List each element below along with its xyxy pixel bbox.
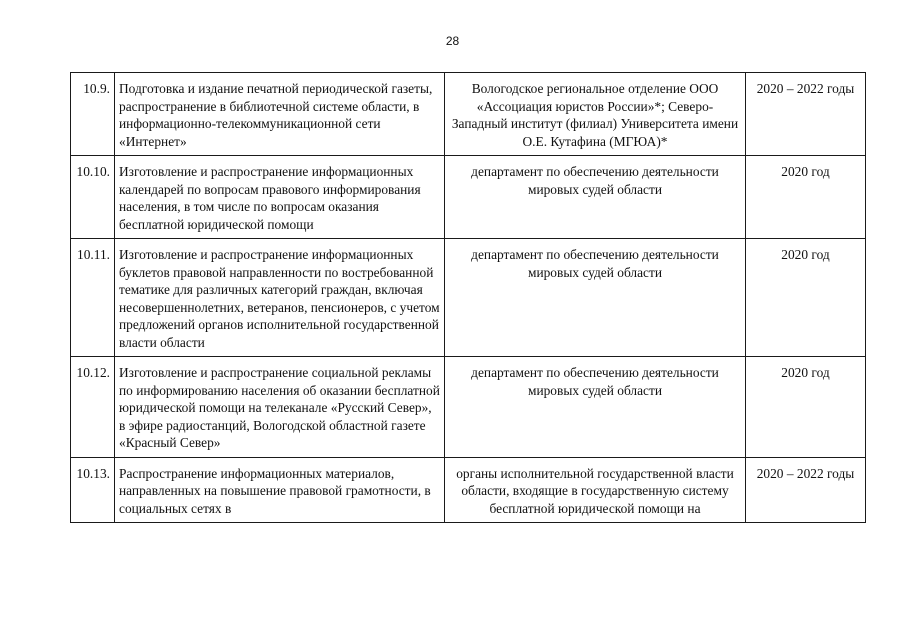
table-row	[71, 156, 866, 239]
executor: департамент по обеспечению деятельности мировых судей области	[445, 357, 746, 458]
row-number: 10.9.	[71, 73, 115, 156]
measure-name: Изготовление и распространение социальной рекламы по информированию населения об оказании бесплатной юридической помощи на телеканале «Русский Север», в эфире радиостанций, Вологодской областной газете «Красный Север»	[115, 357, 445, 458]
table-row	[71, 457, 866, 523]
page-number: 28	[445, 34, 460, 48]
executor: органы исполнительной государственной власти области, входящие в государственную систему бесплатной юридической помощи на	[445, 457, 746, 523]
row-number: 10.13.	[71, 457, 115, 523]
table-row	[71, 73, 866, 156]
term: 2020 – 2022 годы	[746, 457, 866, 523]
row-number: 10.10.	[71, 156, 115, 239]
row-number: 10.12.	[71, 357, 115, 458]
measures-table	[70, 72, 866, 523]
measure-name: Распространение информационных материалов, направленных на повышение правовой грамотности, в социальных сетях в	[115, 457, 445, 523]
executor: департамент по обеспечению деятельности мировых судей области	[445, 239, 746, 357]
measure-name: Изготовление и распространение информационных буклетов правовой направленности по востребованной тематике для различных категорий граждан, включая несовершеннолетних, ветеранов, пенсионеров, с учетом предложений органов исполнительной государственной власти области	[115, 239, 445, 357]
term: 2020 год	[746, 239, 866, 357]
executor: Вологодское региональное отделение ООО «Ассоциация юристов России»*; Северо-Западный институт (филиал) Университета имени О.Е. Кутафина (МГЮА)*	[445, 73, 746, 156]
table-row	[71, 239, 866, 357]
measure-name: Изготовление и распространение информационных календарей по вопросам правового информирования населения, в том числе по вопросам оказания бесплатной юридической помощи	[115, 156, 445, 239]
term: 2020 год	[746, 357, 866, 458]
term: 2020 год	[746, 156, 866, 239]
executor: департамент по обеспечению деятельности мировых судей области	[445, 156, 746, 239]
measure-name: Подготовка и издание печатной периодической газеты, распространение в библиотечной системе области, в информационно-телекоммуникационной сети «Интернет»	[115, 73, 445, 156]
table-row	[71, 357, 866, 458]
row-number: 10.11.	[71, 239, 115, 357]
term: 2020 – 2022 годы	[746, 73, 866, 156]
